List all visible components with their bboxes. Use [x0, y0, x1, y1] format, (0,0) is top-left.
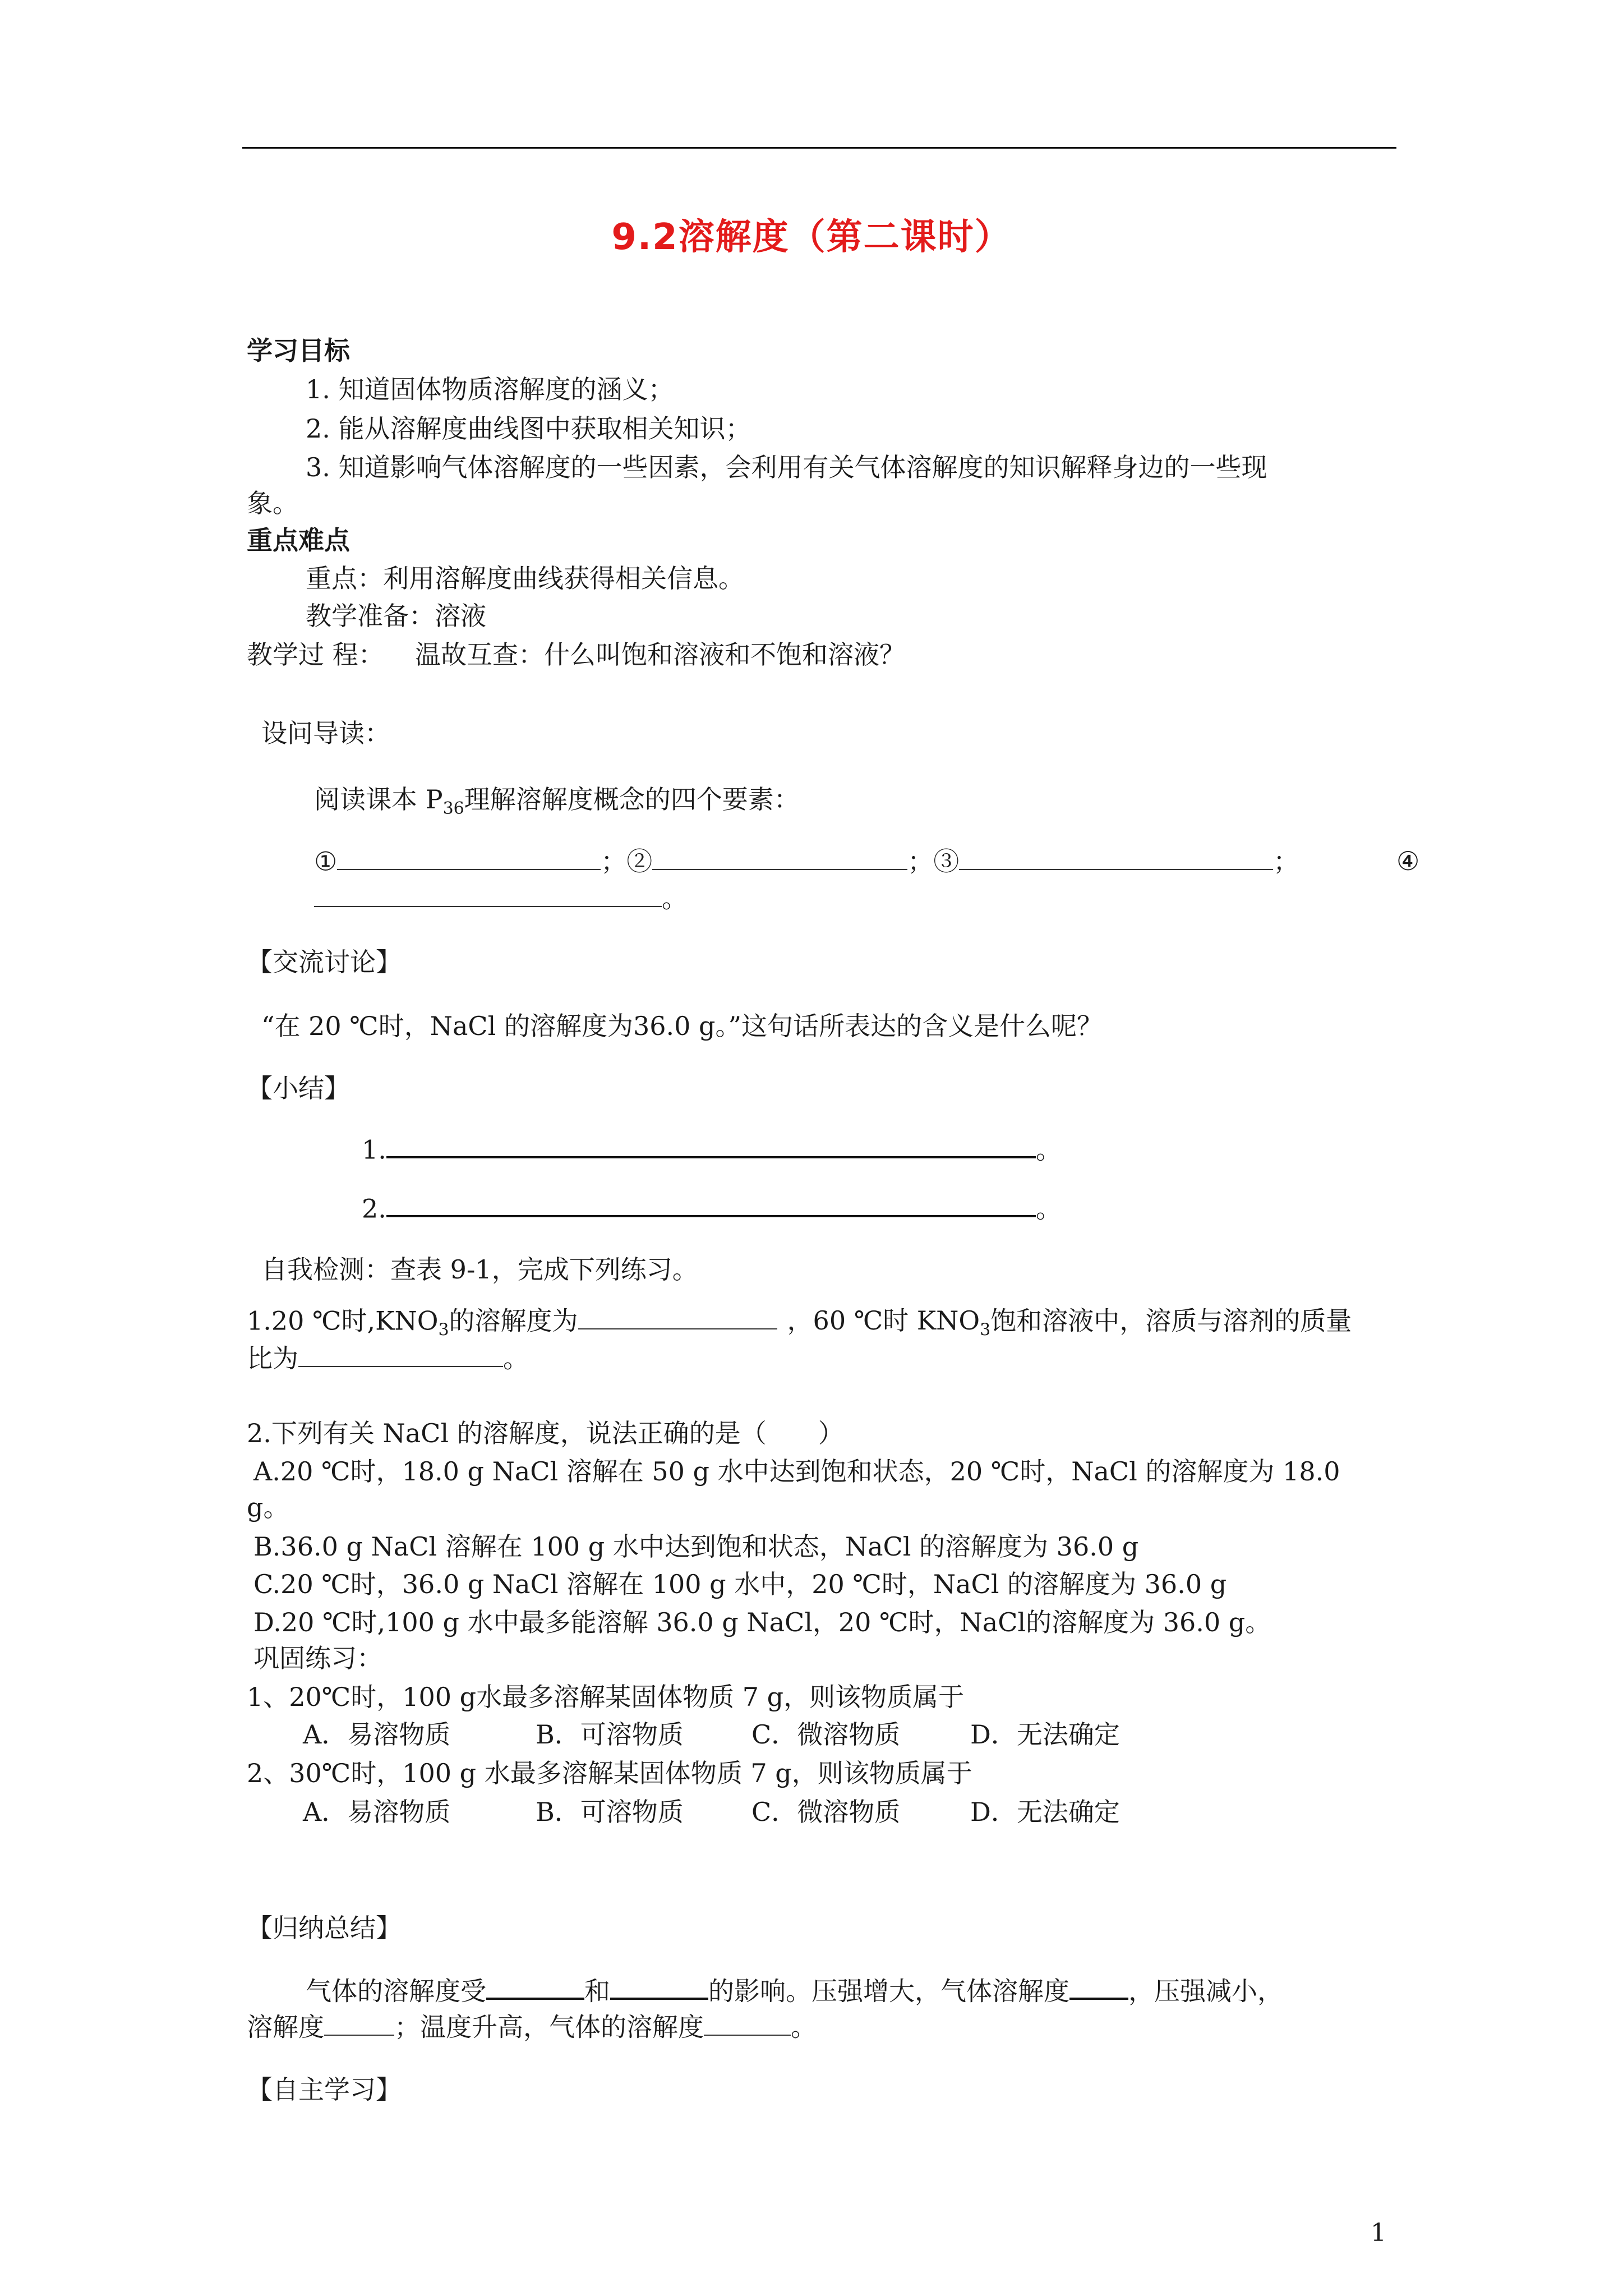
option-b: B.36.0 g NaCl 溶解在 100 g 水中达到饱和状态，NaCl 的溶解度为 36.0 g — [253, 1531, 1139, 1562]
elements-blanks-line2: 。 — [314, 883, 688, 914]
objective-item: 1. 知道固体物质溶解度的涵义； — [306, 374, 674, 404]
answer-blank[interactable] — [314, 883, 662, 907]
conclusion-line1: 气体的溶解度受 和 的影响。压强增大，气体溶解度 ，压强减小， — [306, 1975, 1283, 2007]
summary-item: 2. 。 — [362, 1192, 1062, 1225]
page-number: 1 — [1371, 2219, 1386, 2247]
focus-text: 重点：利用溶解度曲线获得相关信息。 — [306, 563, 744, 593]
answer-blank[interactable] — [337, 846, 601, 870]
self-check-q1: 1.20 ℃时$,KNO_3$的溶解度为 ，60 ℃时 $KNO_3$饱和溶液中，溶质与溶剂的质量 — [247, 1305, 1352, 1340]
summary-item: 1. 。 — [362, 1133, 1062, 1166]
self-check-q2-stem: 2.下列有关 NaCl 的溶解度，说法正确的是（ ） — [247, 1418, 844, 1448]
conclusion-line2: 溶解度 ；温度升高，气体的溶解度 。 — [247, 2012, 817, 2042]
answer-blank[interactable] — [959, 846, 1273, 870]
guided-reading-text: 阅读课本 $P_{36}$理解溶解度概念的四个要素： — [314, 784, 800, 819]
answer-blank[interactable] — [610, 1975, 708, 2000]
objective-item: 2. 能从溶解度曲线图中获取相关知识； — [306, 413, 751, 444]
summary-heading: 【小结】 — [247, 1073, 350, 1103]
answer-blank[interactable] — [386, 1192, 1036, 1217]
conclusion-heading: 【归纳总结】 — [247, 1913, 402, 1943]
practice-heading: 巩固练习： — [253, 1643, 382, 1673]
elements-blanks-line1: ① ；② ；③ ； — [314, 846, 1299, 877]
discussion-quote: “在 20 ℃时，NaCl 的溶解度为36.0 g。”这句话所表达的含义是什么呢？ — [261, 1011, 1103, 1041]
practice-q2-option: A．易溶物质 — [303, 1797, 451, 1827]
answer-blank[interactable] — [652, 846, 907, 870]
practice-q1-option: B．可溶物质 — [536, 1719, 684, 1750]
option-c: C.20 ℃时，36.0 g NaCl 溶解在 100 g 水中，20 ℃时，NaCl 的溶解度为 36.0 g — [253, 1569, 1227, 1599]
answer-blank[interactable] — [1069, 1975, 1128, 2000]
self-study-heading: 【自主学习】 — [247, 2074, 402, 2105]
process-label: 教学过 程： — [247, 639, 384, 670]
answer-blank[interactable] — [386, 1133, 1036, 1158]
answer-blank[interactable] — [704, 2012, 791, 2036]
practice-q2-option: B．可溶物质 — [536, 1797, 684, 1827]
objective-item: 3. 知道影响气体溶解度的一些因素，会利用有关气体溶解度的知识解释身边的一些现 — [306, 452, 1267, 482]
option-a: A.20 ℃时，18.0 g NaCl 溶解在 50 g 水中达到饱和状态，20 ℃时，NaCl 的溶解度为 18.0 — [253, 1456, 1340, 1487]
answer-blank[interactable] — [578, 1305, 777, 1329]
guided-reading-heading: 设问导读： — [261, 718, 390, 748]
practice-q2: 2、30℃时，100 g 水最多溶解某固体物质 7 g，则该物质属于 — [247, 1758, 972, 1788]
practice-q1-option: D．无法确定 — [970, 1719, 1120, 1750]
key-points-heading: 重点难点 — [247, 525, 350, 555]
prep-text: 教学准备：溶液 — [306, 601, 486, 631]
discussion-heading: 【交流讨论】 — [247, 947, 402, 977]
objectives-heading: 学习目标 — [247, 335, 350, 366]
option-a-cont: g。 — [247, 1492, 289, 1522]
practice-q1-option: C．微溶物质 — [751, 1719, 901, 1750]
answer-blank[interactable] — [324, 2012, 394, 2036]
practice-q2-option: D．无法确定 — [970, 1797, 1120, 1827]
answer-blank[interactable] — [298, 1343, 503, 1367]
objective-item: 象。 — [247, 488, 298, 518]
practice-q2-option: C．微溶物质 — [751, 1797, 901, 1827]
answer-blank[interactable] — [486, 1975, 584, 2000]
option-d: D.20 ℃时,100 g 水中最多能溶解 36.0 g NaCl，20 ℃时，NaCl的溶解度为 36.0 g。 — [253, 1607, 1271, 1637]
practice-q1-option: A．易溶物质 — [303, 1719, 451, 1750]
page-title: 9.2溶解度（第二课时） — [611, 217, 1012, 258]
practice-q1: 1、20℃时，100 g水最多溶解某固体物质 7 g，则该物质属于 — [247, 1682, 965, 1712]
header-rule — [242, 147, 1396, 149]
review-question: 温故互查：什么叫饱和溶液和不饱和溶液？ — [415, 639, 905, 670]
self-check-q1-line2: 比为 。 — [247, 1343, 529, 1374]
element-four-mark: ④ — [1396, 846, 1420, 876]
self-check-intro: 自我检测：查表 9-1，完成下列练习。 — [261, 1254, 698, 1285]
